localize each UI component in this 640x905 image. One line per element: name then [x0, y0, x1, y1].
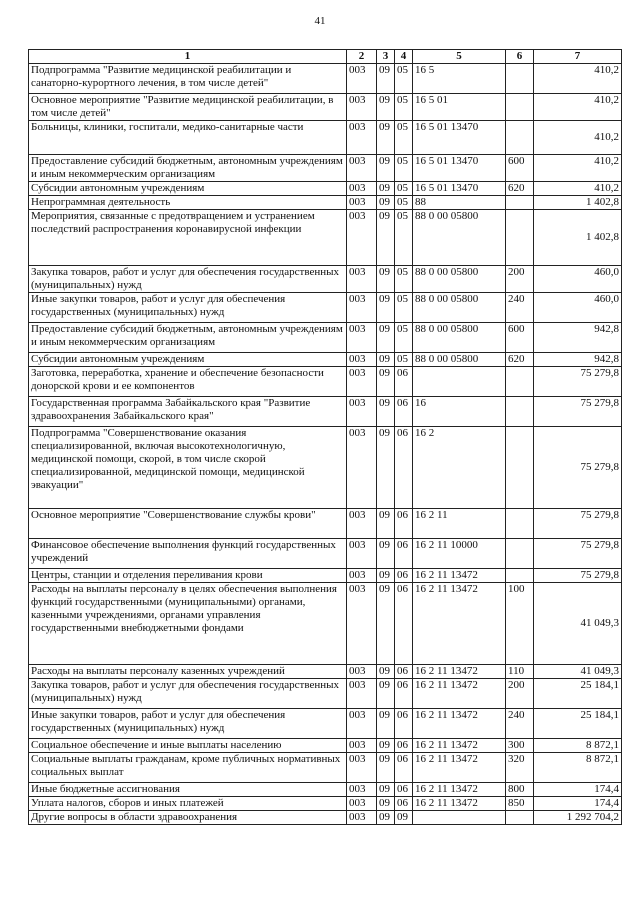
row-expense-code [506, 811, 534, 825]
row-name-cell: Основное мероприятие "Совершенствование службы крови" [29, 509, 347, 539]
header-cell: 4 [395, 50, 413, 64]
row-amount: 410,2 [534, 121, 622, 155]
row-name-cell: Иные закупки товаров, работ и услуг для обеспечения государственных (муниципальных) нужд [29, 293, 347, 323]
table-row [29, 353, 622, 367]
row-section-code: 09 [377, 367, 395, 397]
header-row [29, 50, 622, 64]
row-target-code: 16 5 01 13470 [413, 121, 506, 155]
row-subsection-code: 05 [395, 121, 413, 155]
row-target-code: 16 5 01 13470 [413, 155, 506, 182]
row-name-cell: Субсидии автономным учреждениям [29, 353, 347, 367]
row-amount: 75 279,8 [534, 367, 622, 397]
table-row [29, 293, 622, 323]
row-target-code: 16 2 11 13472 [413, 709, 506, 739]
row-subsection-code: 05 [395, 155, 413, 182]
row-section-code: 09 [377, 797, 395, 811]
row-expense-code [506, 569, 534, 583]
row-expense-code: 800 [506, 783, 534, 797]
row-subsection-code: 05 [395, 353, 413, 367]
row-section-code: 09 [377, 753, 395, 783]
row-target-code [413, 811, 506, 825]
row-section-code: 09 [377, 121, 395, 155]
header-cell: 6 [506, 50, 534, 64]
row-target-code: 16 2 11 [413, 509, 506, 539]
row-subsection-code: 06 [395, 783, 413, 797]
row-subsection-code: 05 [395, 182, 413, 196]
row-subsection-code: 05 [395, 323, 413, 353]
row-name-cell: Финансовое обеспечение выполнения функций государственных учреждений [29, 539, 347, 569]
row-amount: 410,2 [534, 155, 622, 182]
table-row [29, 427, 622, 509]
row-name-cell: Социальные выплаты гражданам, кроме публичных нормативных социальных выплат [29, 753, 347, 783]
row-section-code: 09 [377, 679, 395, 709]
row-expense-code: 600 [506, 323, 534, 353]
row-subsection-code: 06 [395, 797, 413, 811]
table-row [29, 509, 622, 539]
table-row [29, 323, 622, 353]
row-amount: 174,4 [534, 797, 622, 811]
row-name-cell: Непрограммная деятельность [29, 196, 347, 210]
row-subsection-code: 06 [395, 665, 413, 679]
row-amount: 174,4 [534, 783, 622, 797]
row-expense-code [506, 367, 534, 397]
header-cell: 7 [534, 50, 622, 64]
row-name-cell: Заготовка, переработка, хранение и обеспечение безопасности донорской крови и ее компонентов [29, 367, 347, 397]
row-subsection-code: 06 [395, 397, 413, 427]
row-name-cell: Основное мероприятие "Развитие медицинской реабилитации, в том числе детей" [29, 94, 347, 121]
row-name-cell: Иные бюджетные ассигнования [29, 783, 347, 797]
table-row [29, 155, 622, 182]
table-row [29, 583, 622, 665]
table-row [29, 797, 622, 811]
row-expense-code: 110 [506, 665, 534, 679]
row-name-cell: Уплата налогов, сборов и иных платежей [29, 797, 347, 811]
row-amount: 1 402,8 [534, 210, 622, 266]
row-amount: 1 402,8 [534, 196, 622, 210]
row-amount: 8 872,1 [534, 753, 622, 783]
row-target-code: 16 2 11 10000 [413, 539, 506, 569]
row-ministry-code: 003 [347, 397, 377, 427]
row-ministry-code: 003 [347, 64, 377, 94]
table-row [29, 709, 622, 739]
row-target-code: 88 0 00 05800 [413, 266, 506, 293]
row-target-code: 16 2 11 13472 [413, 783, 506, 797]
table-row [29, 753, 622, 783]
row-expense-code: 320 [506, 753, 534, 783]
row-expense-code [506, 210, 534, 266]
row-target-code: 88 0 00 05800 [413, 353, 506, 367]
table-row [29, 679, 622, 709]
header-cell: 3 [377, 50, 395, 64]
row-ministry-code: 003 [347, 182, 377, 196]
table-row [29, 739, 622, 753]
row-target-code: 16 5 01 [413, 94, 506, 121]
page-number: 41 [314, 15, 326, 27]
row-subsection-code: 06 [395, 679, 413, 709]
row-section-code: 09 [377, 397, 395, 427]
table-row [29, 811, 622, 825]
row-section-code: 09 [377, 182, 395, 196]
row-subsection-code: 06 [395, 367, 413, 397]
row-ministry-code: 003 [347, 665, 377, 679]
row-section-code: 09 [377, 665, 395, 679]
table-body [29, 64, 622, 825]
budget-table [28, 49, 622, 825]
table-row [29, 539, 622, 569]
row-ministry-code: 003 [347, 783, 377, 797]
row-ministry-code: 003 [347, 427, 377, 509]
row-target-code: 88 [413, 196, 506, 210]
row-expense-code: 300 [506, 739, 534, 753]
row-ministry-code: 003 [347, 367, 377, 397]
row-target-code: 16 2 11 13472 [413, 583, 506, 665]
row-subsection-code: 06 [395, 539, 413, 569]
row-ministry-code: 003 [347, 709, 377, 739]
row-section-code: 09 [377, 353, 395, 367]
row-name-cell: Предоставление субсидий бюджетным, автономным учреждениям и иным некоммерческим организациям [29, 323, 347, 353]
row-name-cell: Подпрограмма "Развитие медицинской реабилитации и санаторно-курортного лечения, в том числе детей" [29, 64, 347, 94]
row-section-code: 09 [377, 509, 395, 539]
row-expense-code: 200 [506, 679, 534, 709]
row-amount: 410,2 [534, 64, 622, 94]
row-target-code: 16 5 [413, 64, 506, 94]
header-cell: 2 [347, 50, 377, 64]
table-row [29, 665, 622, 679]
row-ministry-code: 003 [347, 94, 377, 121]
row-ministry-code: 003 [347, 679, 377, 709]
row-subsection-code: 05 [395, 266, 413, 293]
row-amount: 8 872,1 [534, 739, 622, 753]
row-target-code: 16 [413, 397, 506, 427]
row-expense-code: 600 [506, 155, 534, 182]
header-cell: 1 [29, 50, 347, 64]
row-section-code: 09 [377, 811, 395, 825]
row-expense-code: 240 [506, 709, 534, 739]
row-subsection-code: 05 [395, 94, 413, 121]
row-expense-code [506, 427, 534, 509]
row-target-code: 16 2 11 13472 [413, 569, 506, 583]
row-subsection-code: 06 [395, 583, 413, 665]
row-subsection-code: 09 [395, 811, 413, 825]
row-amount: 942,8 [534, 323, 622, 353]
row-section-code: 09 [377, 569, 395, 583]
table-row [29, 196, 622, 210]
row-section-code: 09 [377, 64, 395, 94]
row-name-cell: Иные закупки товаров, работ и услуг для обеспечения государственных (муниципальных) нужд [29, 709, 347, 739]
row-amount: 41 049,3 [534, 583, 622, 665]
row-section-code: 09 [377, 266, 395, 293]
row-amount: 75 279,8 [534, 397, 622, 427]
row-name-cell: Закупка товаров, работ и услуг для обеспечения государственных (муниципальных) нужд [29, 266, 347, 293]
row-name-cell: Мероприятия, связанные с предотвращением и устранением последствий распространения коронавирусной инфекции [29, 210, 347, 266]
row-target-code: 16 2 11 13472 [413, 739, 506, 753]
row-ministry-code: 003 [347, 353, 377, 367]
row-expense-code [506, 94, 534, 121]
row-subsection-code: 05 [395, 196, 413, 210]
row-name-cell: Подпрограмма "Совершенствование оказания специализированной, включая высокотехнологичную, медицинской помощи, скорой, в том числе скорой специализированной, медицинской помощи, медицинской эвакуации" [29, 427, 347, 509]
table-row [29, 94, 622, 121]
row-subsection-code: 06 [395, 427, 413, 509]
row-amount: 75 279,8 [534, 509, 622, 539]
row-ministry-code: 003 [347, 539, 377, 569]
row-ministry-code: 003 [347, 753, 377, 783]
row-target-code [413, 367, 506, 397]
table-row [29, 266, 622, 293]
row-section-code: 09 [377, 94, 395, 121]
row-ministry-code: 003 [347, 293, 377, 323]
row-subsection-code: 05 [395, 293, 413, 323]
row-amount: 460,0 [534, 293, 622, 323]
row-expense-code [506, 539, 534, 569]
row-ministry-code: 003 [347, 196, 377, 210]
row-ministry-code: 003 [347, 811, 377, 825]
row-name-cell: Субсидии автономным учреждениям [29, 182, 347, 196]
row-amount: 75 279,8 [534, 569, 622, 583]
row-target-code: 16 2 11 13472 [413, 753, 506, 783]
row-section-code: 09 [377, 210, 395, 266]
row-target-code: 16 2 11 13472 [413, 797, 506, 811]
row-name-cell: Расходы на выплаты персоналу казенных учреждений [29, 665, 347, 679]
row-section-code: 09 [377, 783, 395, 797]
table-row [29, 121, 622, 155]
row-expense-code [506, 196, 534, 210]
row-ministry-code: 003 [347, 797, 377, 811]
row-section-code: 09 [377, 155, 395, 182]
row-section-code: 09 [377, 323, 395, 353]
row-subsection-code: 05 [395, 210, 413, 266]
row-subsection-code: 05 [395, 64, 413, 94]
row-expense-code: 100 [506, 583, 534, 665]
row-expense-code: 620 [506, 353, 534, 367]
row-section-code: 09 [377, 583, 395, 665]
row-section-code: 09 [377, 739, 395, 753]
row-section-code: 09 [377, 196, 395, 210]
row-amount: 41 049,3 [534, 665, 622, 679]
table-row [29, 64, 622, 94]
row-target-code: 88 0 00 05800 [413, 293, 506, 323]
table-row [29, 210, 622, 266]
row-name-cell: Государственная программа Забайкальского края "Развитие здравоохранения Забайкальского края" [29, 397, 347, 427]
row-subsection-code: 06 [395, 709, 413, 739]
row-amount: 75 279,8 [534, 427, 622, 509]
row-ministry-code: 003 [347, 509, 377, 539]
row-expense-code: 240 [506, 293, 534, 323]
row-name-cell: Предоставление субсидий бюджетным, автономным учреждениям и иным некоммерческим организациям [29, 155, 347, 182]
row-ministry-code: 003 [347, 569, 377, 583]
row-target-code: 88 0 00 05800 [413, 210, 506, 266]
table-row [29, 569, 622, 583]
row-expense-code [506, 121, 534, 155]
row-amount: 1 292 704,2 [534, 811, 622, 825]
row-section-code: 09 [377, 427, 395, 509]
row-section-code: 09 [377, 293, 395, 323]
row-name-cell: Закупка товаров, работ и услуг для обеспечения государственных (муниципальных) нужд [29, 679, 347, 709]
row-amount: 460,0 [534, 266, 622, 293]
row-expense-code [506, 509, 534, 539]
row-expense-code [506, 64, 534, 94]
row-name-cell: Социальное обеспечение и иные выплаты населению [29, 739, 347, 753]
row-ministry-code: 003 [347, 323, 377, 353]
row-amount: 410,2 [534, 94, 622, 121]
row-ministry-code: 003 [347, 739, 377, 753]
table-row [29, 783, 622, 797]
row-name-cell: Больницы, клиники, госпитали, медико-санитарные части [29, 121, 347, 155]
row-amount: 25 184,1 [534, 709, 622, 739]
row-subsection-code: 06 [395, 569, 413, 583]
row-amount: 25 184,1 [534, 679, 622, 709]
table-row [29, 367, 622, 397]
row-name-cell: Центры, станции и отделения переливания крови [29, 569, 347, 583]
table-row [29, 397, 622, 427]
row-target-code: 16 2 11 13472 [413, 679, 506, 709]
header-cell: 5 [413, 50, 506, 64]
row-target-code: 88 0 00 05800 [413, 323, 506, 353]
row-section-code: 09 [377, 539, 395, 569]
row-subsection-code: 06 [395, 753, 413, 783]
row-expense-code: 200 [506, 266, 534, 293]
row-target-code: 16 2 [413, 427, 506, 509]
row-section-code: 09 [377, 709, 395, 739]
row-expense-code: 850 [506, 797, 534, 811]
row-ministry-code: 003 [347, 121, 377, 155]
row-ministry-code: 003 [347, 155, 377, 182]
row-target-code: 16 2 11 13472 [413, 665, 506, 679]
row-ministry-code: 003 [347, 583, 377, 665]
row-ministry-code: 003 [347, 266, 377, 293]
row-expense-code [506, 397, 534, 427]
row-expense-code: 620 [506, 182, 534, 196]
row-amount: 75 279,8 [534, 539, 622, 569]
row-ministry-code: 003 [347, 210, 377, 266]
row-subsection-code: 06 [395, 739, 413, 753]
row-name-cell: Расходы на выплаты персоналу в целях обеспечения выполнения функций государственными (муниципальными) органами, казенными учреждениями, органами управления государственными внебюджетными фондами [29, 583, 347, 665]
row-subsection-code: 06 [395, 509, 413, 539]
row-amount: 410,2 [534, 182, 622, 196]
row-name-cell: Другие вопросы в области здравоохранения [29, 811, 347, 825]
row-amount: 942,8 [534, 353, 622, 367]
row-target-code: 16 5 01 13470 [413, 182, 506, 196]
table-row [29, 182, 622, 196]
